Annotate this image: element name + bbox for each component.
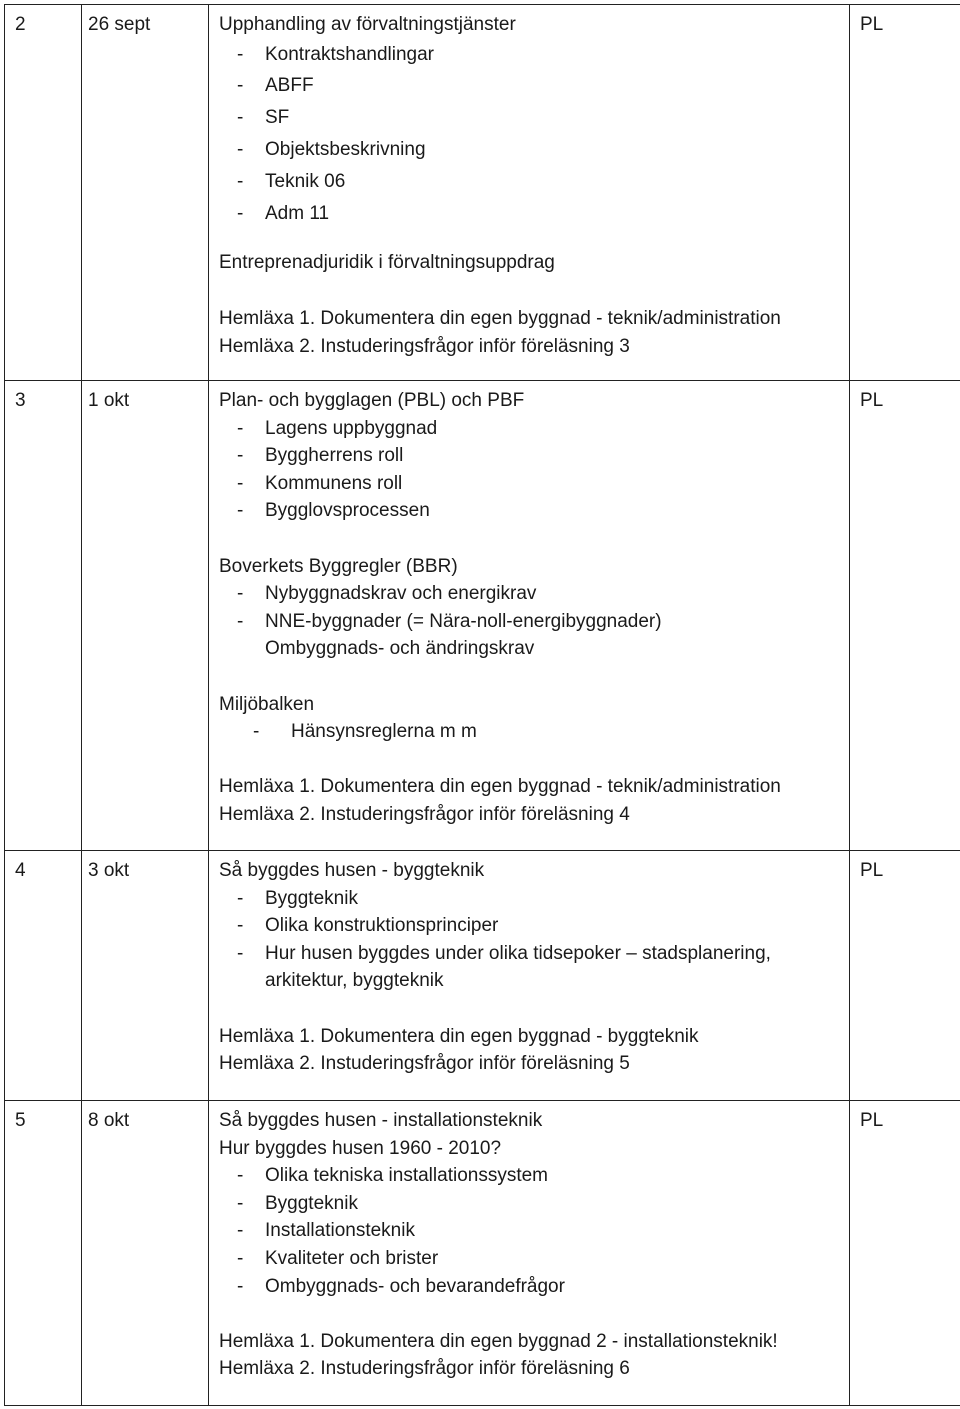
lecture-number: 3 <box>5 381 82 851</box>
homework-2: Hemläxa 2. Instuderingsfrågor inför föreläsning 6 <box>219 1358 630 1380</box>
spacer <box>219 663 839 691</box>
list-item: - SF <box>219 102 839 134</box>
responsible: PL <box>850 1101 960 1406</box>
list-item: - Objektsbeskrivning <box>219 134 839 166</box>
lecture-title: Så byggdes husen - byggteknik <box>219 860 485 881</box>
spacer <box>219 1300 839 1328</box>
responsible: PL <box>850 851 960 1101</box>
list-item: - Olika konstruktionsprinciper <box>219 912 839 940</box>
lecture-content <box>209 381 850 851</box>
list-item: - Installationsteknik <box>219 1217 839 1245</box>
lecture-date: 8 okt <box>82 1101 209 1406</box>
homework-2: Hemläxa 2. Instuderingsfrågor inför föreläsning 3 <box>219 335 630 357</box>
spacer <box>219 229 839 249</box>
spacer <box>219 746 839 774</box>
list-item: - NNE-byggnader (= Nära-noll-energibyggnader) <box>219 608 839 636</box>
list-item: - Ombyggnads- och bevarandefrågor <box>219 1273 839 1301</box>
list-item: - Hur husen byggdes under olika tidsepoker – stadsplanering, <box>219 940 839 968</box>
list-item: - Kontraktshandlingar <box>219 39 839 71</box>
schedule-table <box>4 4 960 1406</box>
responsible: PL <box>850 381 960 851</box>
list-item: - ABFF <box>219 70 839 102</box>
spacer <box>219 995 839 1023</box>
homework-1: Hemläxa 1. Dokumentera din egen byggnad 2 - installationsteknik! <box>219 1330 778 1352</box>
list-item: - Kommunens roll <box>219 470 839 498</box>
lecture-title: Upphandling av förvaltningstjänster <box>219 14 516 35</box>
section-title: Miljöbalken <box>219 693 315 715</box>
list-item: - Adm 11 <box>219 198 839 230</box>
lecture-number: 4 <box>5 851 82 1101</box>
responsible: PL <box>850 5 960 381</box>
lecture-content <box>209 851 850 1101</box>
homework-2: Hemläxa 2. Instuderingsfrågor inför föreläsning 4 <box>219 803 630 825</box>
spacer <box>219 525 839 553</box>
lecture-content <box>209 1101 850 1406</box>
lecture-number: 5 <box>5 1101 82 1406</box>
list-item: - Lagens uppbyggnad <box>219 415 839 443</box>
table-row <box>5 5 960 381</box>
homework-2: Hemläxa 2. Instuderingsfrågor inför föreläsning 5 <box>219 1053 630 1075</box>
lecture-date: 3 okt <box>82 851 209 1101</box>
list-item: - Olika tekniska installationssystem <box>219 1162 839 1190</box>
lecture-number: 2 <box>5 5 82 381</box>
list-item: - Nybyggnadskrav och energikrav <box>219 580 839 608</box>
list-item: - Byggteknik <box>219 1190 839 1218</box>
homework-1: Hemläxa 1. Dokumentera din egen byggnad - byggteknik <box>219 1025 699 1047</box>
section-text: Entreprenadjuridik i förvaltningsuppdrag <box>219 252 555 274</box>
lecture-title: Plan- och bygglagen (PBL) och PBF <box>219 390 525 411</box>
list-item: - Bygglovsprocessen <box>219 497 839 525</box>
list-item: - Byggherrens roll <box>219 442 839 470</box>
lecture-date: 1 okt <box>82 381 209 851</box>
table-row <box>5 851 960 1101</box>
list-item-continuation: arkitektur, byggteknik <box>265 970 444 992</box>
table-row <box>5 1101 960 1406</box>
list-item: - Byggteknik <box>219 885 839 913</box>
list-item: - Hänsynsreglerna m m <box>219 718 839 746</box>
homework-1: Hemläxa 1. Dokumentera din egen byggnad - teknik/administration <box>219 307 781 329</box>
lecture-date: 26 sept <box>82 5 209 381</box>
section-title: Boverkets Byggregler (BBR) <box>219 555 458 577</box>
list-item: - Teknik 06 <box>219 166 839 198</box>
lecture-content <box>209 5 850 381</box>
lecture-title: Så byggdes husen - installationsteknik <box>219 1110 543 1131</box>
spacer <box>219 277 839 305</box>
section-text: Ombyggnads- och ändringskrav <box>265 638 535 660</box>
homework-1: Hemläxa 1. Dokumentera din egen byggnad - teknik/administration <box>219 776 781 798</box>
list-item: - Kvaliteter och brister <box>219 1245 839 1273</box>
table-row <box>5 381 960 851</box>
lecture-subtitle: Hur byggdes husen 1960 - 2010? <box>219 1137 502 1159</box>
